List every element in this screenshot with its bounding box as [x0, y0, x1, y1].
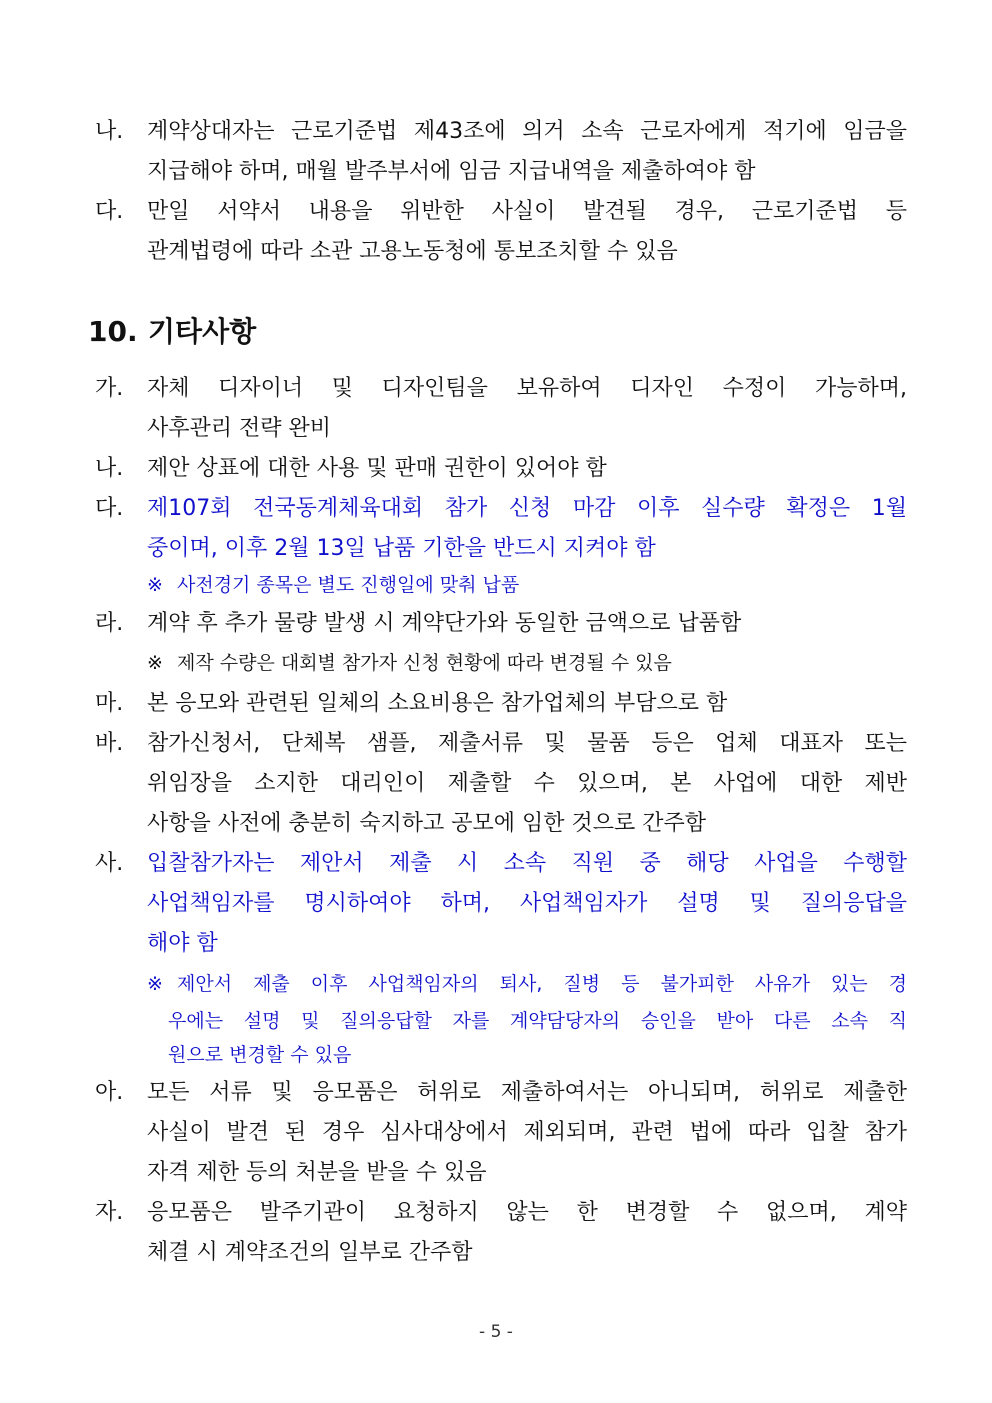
item-text: 위임장을 소지한 대리인이 제출할 수 있으며, 본 사업에 대한 제반	[147, 771, 907, 796]
item-marker: 나.	[95, 456, 124, 481]
item-marker: 다.	[95, 199, 124, 224]
item-text: 중이며, 이후 2월 13일 납품 기한을 반드시 지켜야 함	[147, 536, 656, 561]
item-text: 관계법령에 따라 소관 고용노동청에 통보조치할 수 있음	[147, 239, 678, 264]
item-text: 사실이 발견 된 경우 심사대상에서 제외되며, 관련 법에 따라 입찰 참가	[147, 1120, 907, 1145]
item-text: 사업책임자를 명시하여야 하며, 사업책임자가 설명 및 질의응답을	[147, 891, 907, 916]
note-mark: ※	[147, 652, 163, 674]
note-text: 제안서 제출 이후 사업책임자의 퇴사, 질병 등 불가피한 사유가 있는 경	[177, 973, 907, 995]
item-text: 입찰참가자는 제안서 제출 시 소속 직원 중 해당 사업을 수행할	[147, 851, 907, 876]
item-marker: 라.	[95, 611, 124, 636]
item-text: 자체 디자이너 및 디자인팀을 보유하여 디자인 수정이 가능하며,	[147, 376, 907, 401]
item-marker: 다.	[95, 496, 124, 521]
item-text: 제안 상표에 대한 사용 및 판매 권한이 있어야 함	[147, 456, 607, 481]
note-mark: ※	[147, 574, 163, 596]
item-marker: 가.	[95, 376, 124, 401]
item-marker: 아.	[95, 1080, 124, 1105]
note-text: 우에는 설명 및 질의응답할 자를 계약담당자의 승인을 받아 다른 소속 직	[168, 1010, 907, 1032]
item-text: 만일 서약서 내용을 위반한 사실이 발견될 경우, 근로기준법 등	[147, 199, 907, 224]
note-text: 원으로 변경할 수 있음	[168, 1044, 352, 1066]
item-text: 해야 함	[147, 931, 218, 956]
item-text: 사항을 사전에 충분히 숙지하고 공모에 임한 것으로 간주함	[147, 811, 707, 836]
item-marker: 나.	[95, 119, 124, 144]
item-marker: 자.	[95, 1200, 124, 1225]
item-text: 체결 시 계약조건의 일부로 간주함	[147, 1240, 473, 1265]
section-number: 10.	[88, 315, 138, 348]
item-text: 지급해야 하며, 매월 발주부서에 임금 지급내역을 제출하여야 함	[147, 159, 756, 184]
item-text: 계약상대자는 근로기준법 제43조에 의거 소속 근로자에게 적기에 임금을	[147, 119, 907, 144]
item-text: 본 응모와 관련된 일체의 소요비용은 참가업체의 부담으로 함	[147, 691, 728, 716]
item-text: 응모품은 발주기관이 요청하지 않는 한 변경할 수 없으며, 계약	[147, 1200, 907, 1225]
note-text: 사전경기 종목은 별도 진행일에 맞춰 납품	[177, 574, 520, 596]
note-text: 제작 수량은 대회별 참가자 신청 현황에 따라 변경될 수 있음	[177, 652, 672, 674]
item-text: 사후관리 전략 완비	[147, 416, 332, 441]
item-text: 모든 서류 및 응모품은 허위로 제출하여서는 아니되며, 허위로 제출한	[147, 1080, 907, 1105]
item-text: 계약 후 추가 물량 발생 시 계약단가와 동일한 금액으로 납품함	[147, 611, 742, 636]
page-number: - 5 -	[479, 1322, 513, 1342]
item-marker: 마.	[95, 691, 124, 716]
item-text: 제107회 전국동계체육대회 참가 신청 마감 이후 실수량 확정은 1월	[147, 496, 907, 521]
note-mark: ※	[147, 973, 163, 995]
item-marker: 바.	[95, 731, 124, 756]
item-marker: 사.	[95, 851, 124, 876]
item-text: 참가신청서, 단체복 샘플, 제출서류 및 물품 등은 업체 대표자 또는	[147, 731, 907, 756]
section-title: 기타사항	[148, 315, 257, 348]
item-text: 자격 제한 등의 처분을 받을 수 있음	[147, 1160, 487, 1185]
